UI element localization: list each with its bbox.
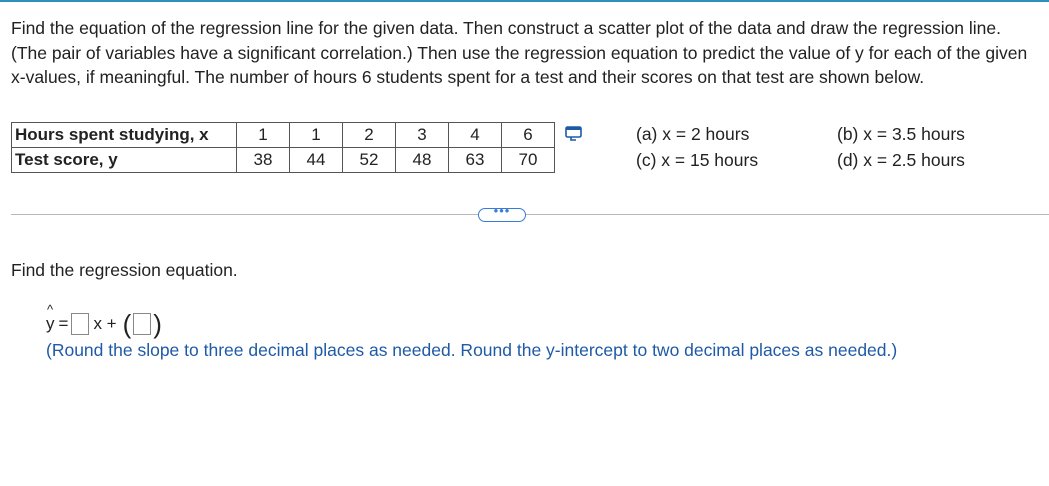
y-value: 63 bbox=[449, 148, 502, 173]
row-label-hours: Hours spent studying, x bbox=[12, 123, 237, 148]
x-value: 1 bbox=[290, 123, 343, 148]
y-hat bbox=[46, 302, 55, 334]
section-divider bbox=[11, 214, 1049, 215]
open-paren: ( bbox=[122, 309, 132, 339]
hat-symbol: ^ bbox=[47, 302, 54, 317]
copy-icon[interactable] bbox=[565, 126, 583, 147]
part-c: (c) x = 15 hours bbox=[636, 150, 759, 170]
x-plus-text: x + bbox=[93, 314, 117, 333]
part-a: (a) x = 2 hours bbox=[636, 124, 750, 144]
top-border bbox=[0, 0, 1049, 2]
parts-right bbox=[837, 121, 965, 173]
row-label-score: Test score, y bbox=[12, 148, 237, 173]
problem-statement: Find the equation of the regression line for the given data. Then construct a scatter plot of the data and draw the regression line. (The pair of variables have a significant correlation.) Then use the regression equation to predict the value of y for each of the given x-values, if meaningful. The number of hours 6 students spent for a test and their scores on that test are shown below. bbox=[11, 18, 1028, 87]
x-value: 6 bbox=[502, 123, 555, 148]
table-row-hours bbox=[12, 123, 555, 148]
equals-sign: = bbox=[58, 314, 69, 333]
part-b: (b) x = 3.5 hours bbox=[837, 124, 965, 144]
x-value: 2 bbox=[343, 123, 396, 148]
y-value: 44 bbox=[290, 148, 343, 173]
y-value: 48 bbox=[396, 148, 449, 173]
x-value: 1 bbox=[237, 123, 290, 148]
table-row-score bbox=[12, 148, 555, 173]
y-symbol: y bbox=[46, 314, 55, 333]
expand-more-button[interactable]: ••• bbox=[478, 208, 526, 222]
regression-equation bbox=[46, 302, 162, 339]
part-d: (d) x = 2.5 hours bbox=[837, 150, 965, 170]
y-value: 52 bbox=[343, 148, 396, 173]
data-table bbox=[11, 122, 555, 173]
parts-left bbox=[636, 121, 758, 173]
close-paren: ) bbox=[153, 309, 162, 339]
question-prompt: Find the regression equation. bbox=[11, 260, 238, 280]
intercept-input[interactable] bbox=[133, 313, 151, 335]
y-value: 70 bbox=[502, 148, 555, 173]
rounding-note: (Round the slope to three decimal places as needed. Round the y-intercept to two decimal places as needed.) bbox=[46, 340, 898, 360]
x-value: 3 bbox=[396, 123, 449, 148]
x-value: 4 bbox=[449, 123, 502, 148]
slope-input[interactable] bbox=[71, 313, 89, 335]
y-value: 38 bbox=[237, 148, 290, 173]
